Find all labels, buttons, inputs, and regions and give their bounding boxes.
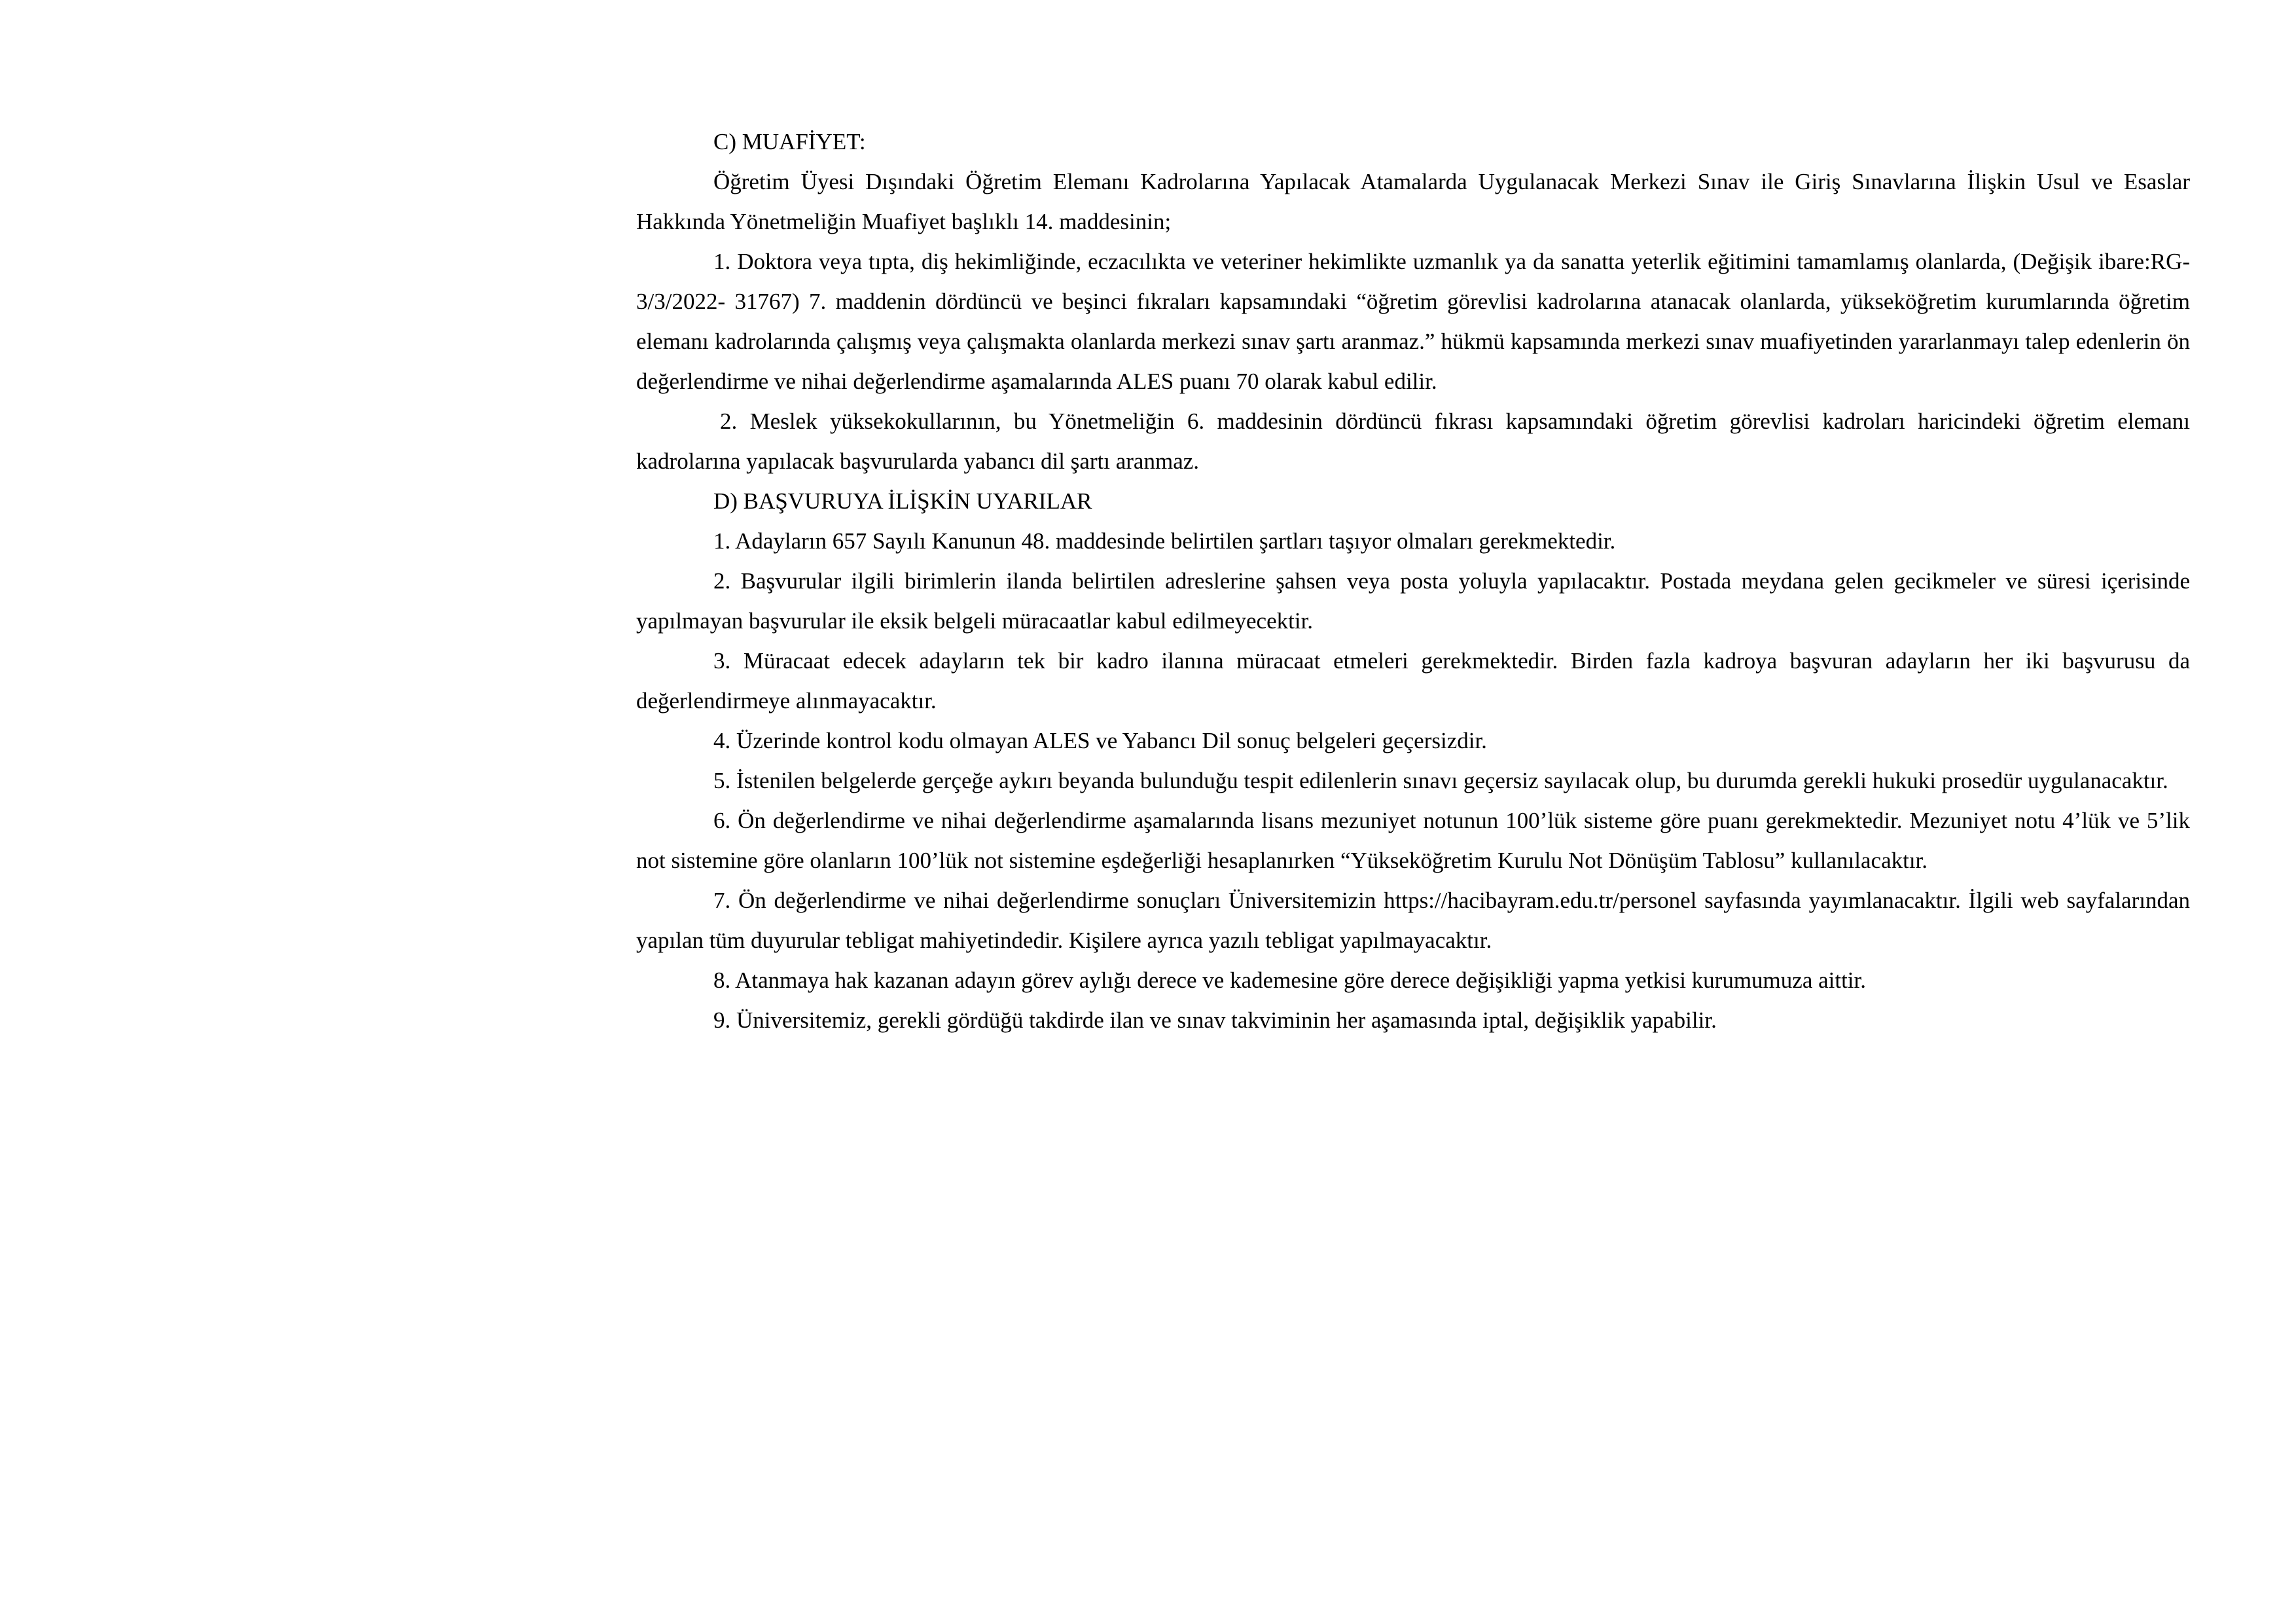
section-c-item-2: 2. Meslek yüksekokullarının, bu Yönetmeliğin 6. maddesinin dördüncü fıkrası kapsamındaki öğretim görevlisi kadroları haricindeki öğretim elemanı kadrolarına yapılacak başvurularda yabancı dil şartı aranmaz. [636, 408, 2190, 474]
section-c-intro: Öğretim Üyesi Dışındaki Öğretim Elemanı Kadrolarına Yapılacak Atamalarda Uygulanacak Merkezi Sınav ile Giriş Sınavlarına İlişkin Usul ve Esaslar Hakkında Yönetmeliğin Muafiyet başlıklı 14. maddesinin; [636, 169, 2190, 234]
section-d-item-8: 8. Atanmaya hak kazanan adayın görev aylığı derece ve kademesine göre derece değişikliği yapma yetkisi kurumumuza aittir. [713, 967, 1867, 993]
section-d-item-1: 1. Adayların 657 Sayılı Kanunun 48. maddesinde belirtilen şartları taşıyor olmaları gerekmektedir. [713, 528, 1616, 554]
section-d-item-9: 9. Üniversitemiz, gerekli gördüğü takdirde ilan ve sınav takviminin her aşamasında iptal, değişiklik yapabilir. [713, 1007, 1717, 1033]
document-body [636, 122, 2190, 1040]
section-d-item-2: 2. Başvurular ilgili birimlerin ilanda belirtilen adreslerine şahsen veya posta yoluyla yapılacaktır. Postada meydana gelen gecikmeler ve süresi içerisinde yapılmayan başvurular ile eksik belgeli müracaatlar kabul edilmeyecektir. [636, 568, 2190, 634]
section-d-item-5: 5. İstenilen belgelerde gerçeğe aykırı beyanda bulunduğu tespit edilenlerin sınavı geçersiz sayılacak olup, bu durumda gerekli hukuki prosedür uygulanacaktır. [713, 768, 2168, 793]
section-d-item-3: 3. Müracaat edecek adayların tek bir kadro ilanına müracaat etmeleri gerekmektedir. Birden fazla kadroya başvuran adayların her iki başvurusu da değerlendirmeye alınmayacaktır. [636, 648, 2190, 713]
section-d-item-4: 4. Üzerinde kontrol kodu olmayan ALES ve Yabancı Dil sonuç belgeleri geçersizdir. [713, 728, 1487, 753]
section-d-item-7: 7. Ön değerlendirme ve nihai değerlendirme sonuçları Üniversitemizin https://hacibayram.edu.tr/personel sayfasında yayımlanacaktır. İlgili web sayfalarından yapılan tüm duyurular tebligat mahiyetindedir. Kişilere ayrıca yazılı tebligat yapılmayacaktır. [636, 888, 2190, 953]
section-c-heading: C) MUAFİYET: [713, 129, 866, 154]
section-c-item-1: 1. Doktora veya tıpta, diş hekimliğinde, eczacılıkta ve veteriner hekimlikte uzmanlık ya da sanatta yeterlik eğitimini tamamlamış olanlarda, (Değişik ibare:RG-3/3/2022- 31767) 7. maddenin dördüncü ve beşinci fıkraları kapsamındaki “öğretim görevlisi kadrolarına atanacak olanlarda, yükseköğretim kurumlarında öğretim elemanı kadrolarında çalışmış veya çalışmakta olanlarda merkezi sınav şartı aranmaz.” hükmü kapsamında merkezi sınav muafiyetinden yararlanmayı talep edenlerin ön değerlendirme ve nihai değerlendirme aşamalarında ALES puanı 70 olarak kabul edilir. [636, 249, 2190, 394]
section-d-heading: D) BAŞVURUYA İLİŞKİN UYARILAR [713, 488, 1092, 514]
section-d-item-6: 6. Ön değerlendirme ve nihai değerlendirme aşamalarında lisans mezuniyet notunun 100’lük sisteme göre puanı gerekmektedir. Mezuniyet notu 4’lük ve 5’lik not sistemine göre olanların 100’lük not sistemine eşdeğerliği hesaplanırken “Yükseköğretim Kurulu Not Dönüşüm Tablosu” kullanılacaktır. [636, 808, 2190, 873]
